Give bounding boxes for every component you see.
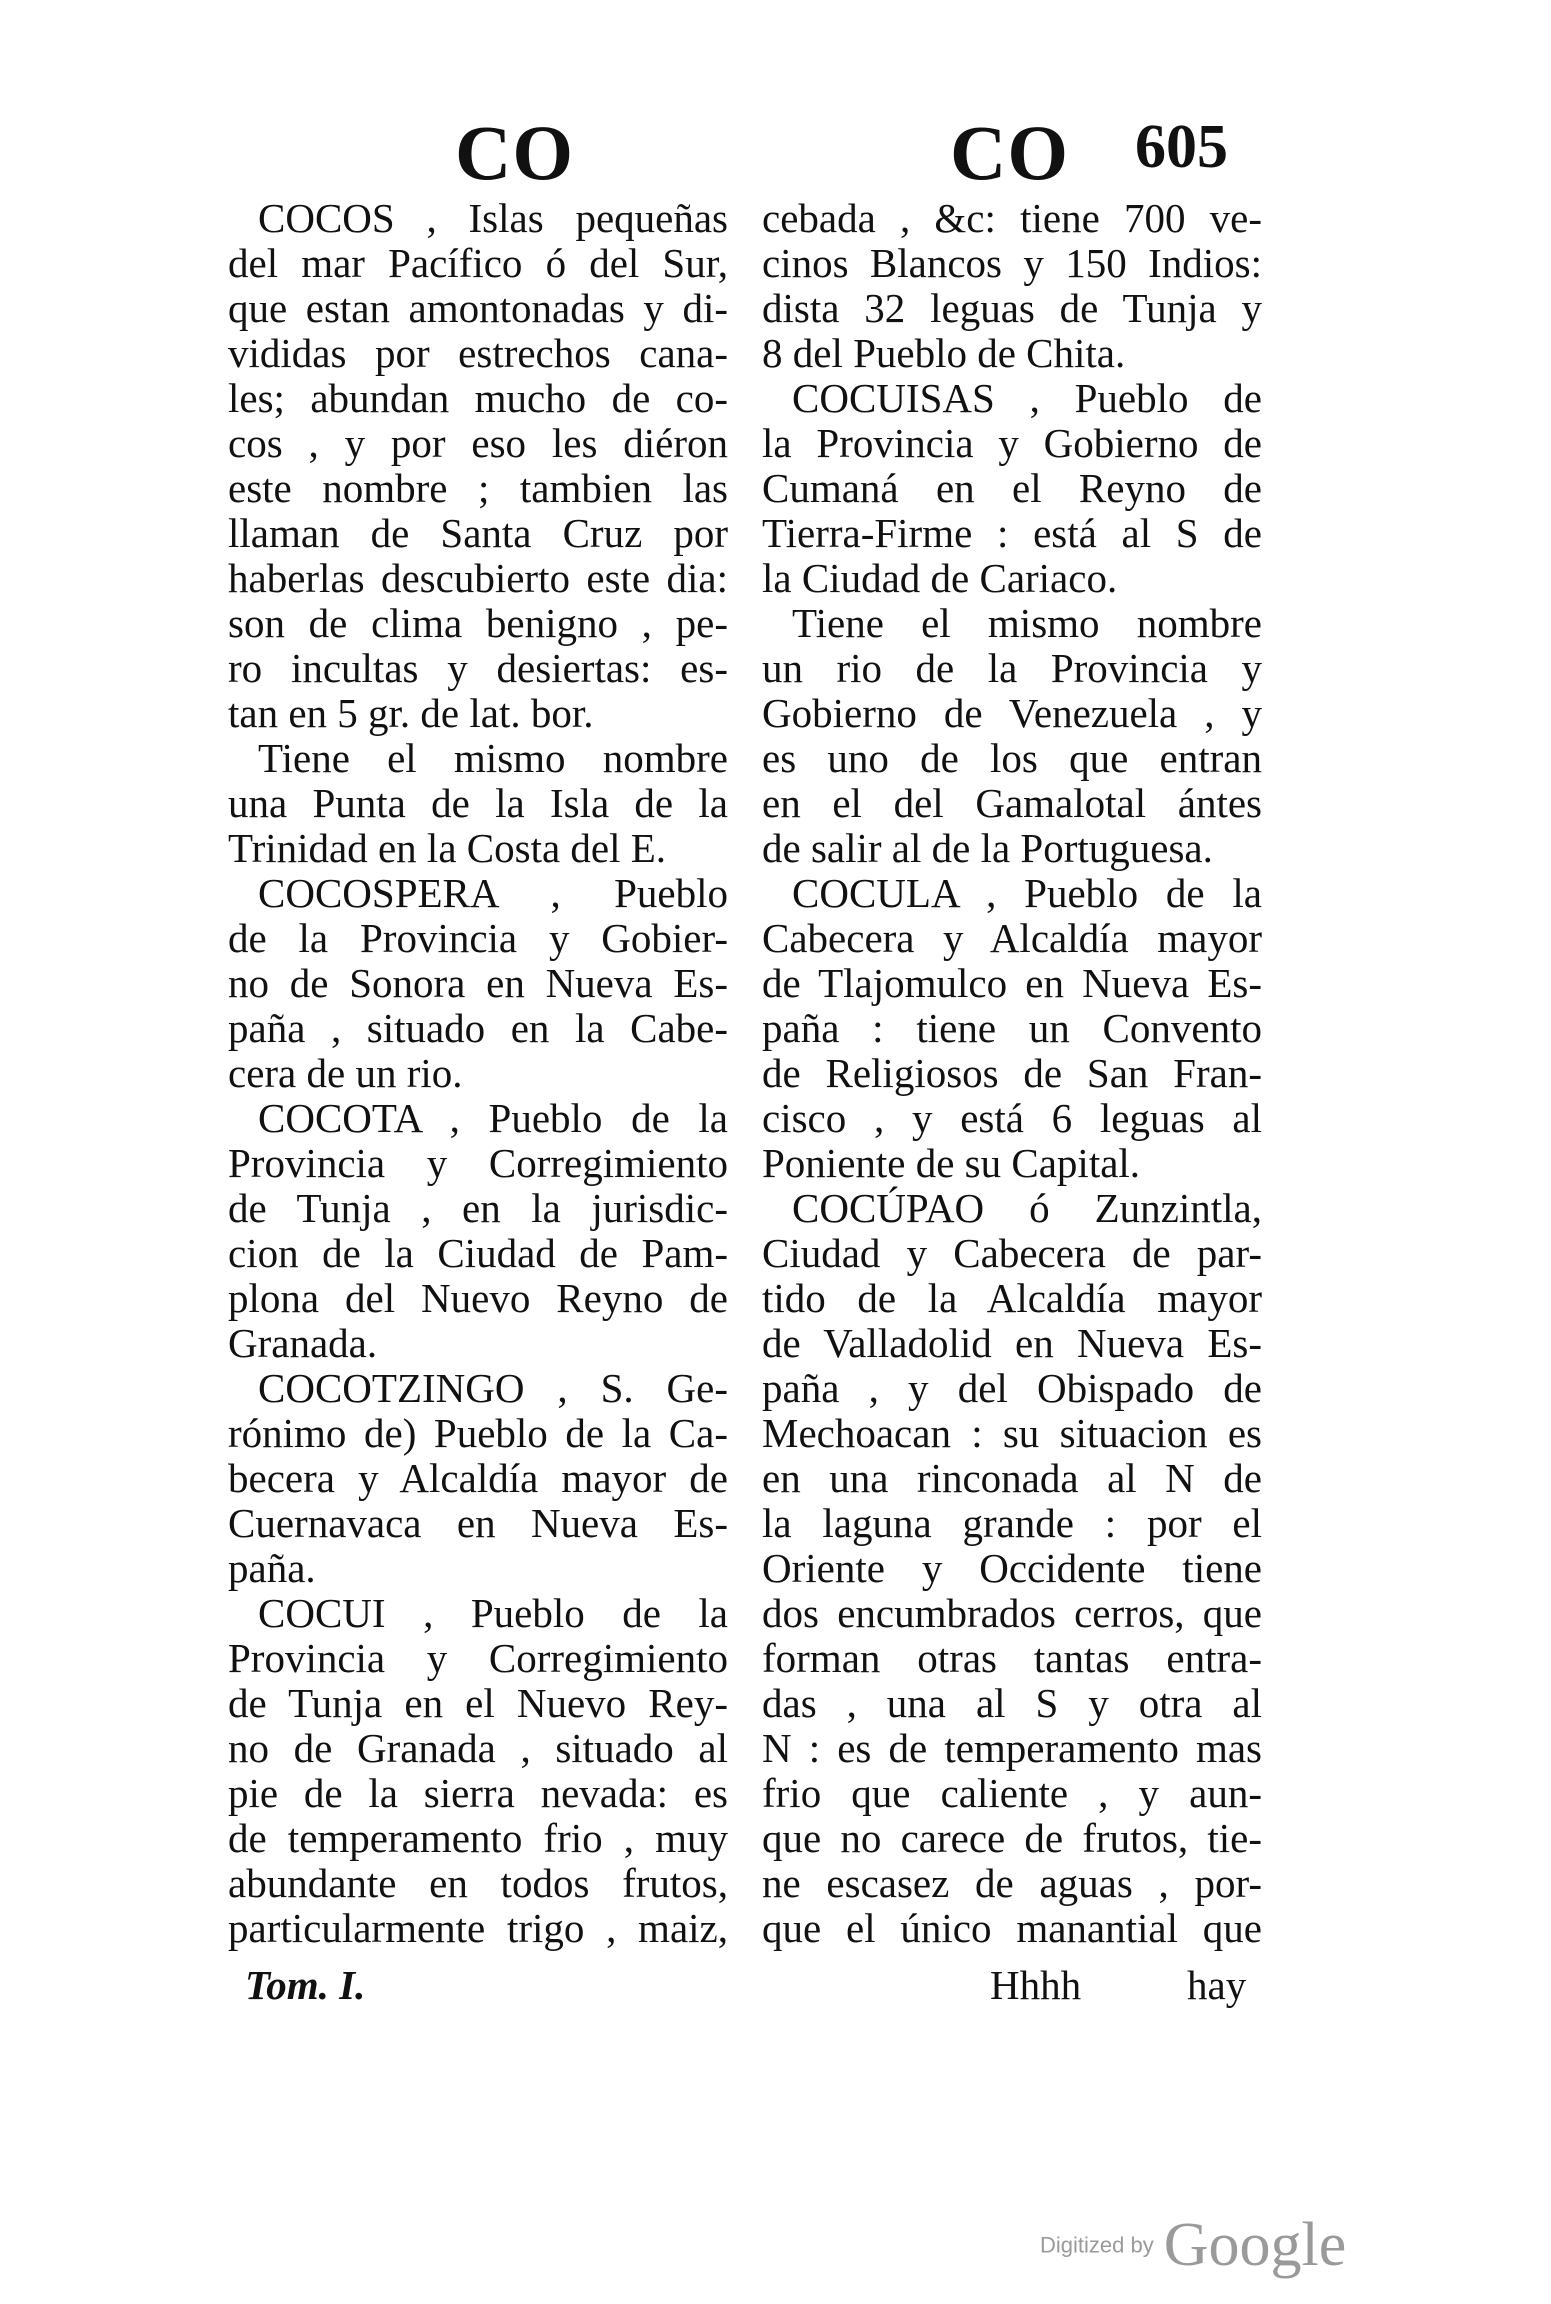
left-column-line: este nombre ; tambien las [228,466,728,511]
running-head-left: CO [455,109,574,196]
left-column-line: abundante en todos frutos, [228,1861,728,1906]
left-column-line: no de Sonora en Nueva Es- [228,961,728,1006]
left-column-line: Provincia y Corregimiento [228,1141,728,1186]
left-column-line: Provincia y Corregimiento [228,1636,728,1681]
right-column-line: de Religiosos de San Fran- [762,1051,1262,1096]
right-column-line: Poniente de su Capital. [762,1141,1141,1186]
right-column-line: tido de la Alcaldía mayor [762,1276,1262,1321]
gathering-signature: Hhhh [990,1962,1082,2008]
right-column-line: Gobierno de Venezuela , y [762,691,1262,736]
right-column-line: dos encumbrados cerros, que [762,1591,1262,1636]
right-column-line: Mechoacan : su situacion es [762,1411,1262,1456]
left-column-line: ro incultas y desiertas: es- [228,646,728,691]
left-column-line: COCOTA , Pueblo de la [258,1096,728,1141]
right-column-line: la Provincia y Gobierno de [762,421,1262,466]
right-column-line: la laguna grande : por el [762,1501,1262,1546]
right-column-line: N : es de temperamento mas [762,1726,1262,1771]
digitization-watermark [1040,2210,1346,2281]
left-column-line: de temperamento frio , muy [228,1816,728,1861]
left-column-line: que estan amontonadas y di- [228,286,728,331]
left-column-line: Trinidad en la Costa del E. [228,826,667,871]
right-column-line: un rio de la Provincia y [762,646,1262,691]
right-column-line: Tiene el mismo nombre [792,601,1262,646]
page-number: 605 [1135,113,1228,181]
right-column-line: Cumaná en el Reyno de [762,466,1262,511]
left-column-line: paña. [228,1546,316,1591]
right-column-line: Cabecera y Alcaldía mayor [762,916,1262,961]
right-column-line: de Tlajomulco en Nueva Es- [762,961,1262,1006]
left-column-line: tan en 5 gr. de lat. bor. [228,691,594,736]
right-column-line: COCÚPAO ó Zunzintla, [792,1186,1262,1231]
left-column-line: paña , situado en la Cabe- [228,1006,728,1051]
right-column [762,196,1262,1951]
right-column-line: que no carece de frutos, tie- [762,1816,1262,1861]
right-column-line: COCUISAS , Pueblo de [792,376,1262,421]
right-column-line: cisco , y está 6 leguas al [762,1096,1262,1141]
right-column-line: 8 del Pueblo de Chita. [762,331,1126,376]
right-column-line: ne escasez de aguas , por- [762,1861,1262,1906]
left-column-line: del mar Pacífico ó del Sur, [228,241,728,286]
right-column-line: la Ciudad de Cariaco. [762,556,1118,601]
right-column-line: Tierra-Firme : está al S de [762,511,1262,556]
left-column-line: vididas por estrechos cana- [228,331,728,376]
left-column-line: una Punta de la Isla de la [228,781,728,826]
right-column-line: en el del Gamalotal ántes [762,781,1262,826]
watermark-brand: Google [1163,2211,1347,2279]
left-column-line: COCUI , Pueblo de la [258,1591,728,1636]
left-column-line: COCOS , Islas pequeñas [258,196,728,241]
left-column-line: haberlas descubierto este dia: [228,556,728,601]
left-column-line: COCOTZINGO , S. Ge- [258,1366,728,1411]
catchword: hay [1187,1962,1247,2008]
right-column-line: forman otras tantas entra- [762,1636,1262,1681]
right-column-line: dista 32 leguas de Tunja y [762,286,1262,331]
left-column-line: son de clima benigno , pe- [228,601,728,646]
left-column-line: no de Granada , situado al [228,1726,728,1771]
right-column-line: cinos Blancos y 150 Indios: [762,241,1262,286]
right-column-line: Ciudad y Cabecera de par- [762,1231,1262,1276]
right-column-line: de salir al de la Portuguesa. [762,826,1213,871]
right-column-line: en una rinconada al N de [762,1456,1262,1501]
left-column-line: COCOSPERA , Pueblo [258,871,728,916]
watermark-prefix: Digitized by [1040,2232,1154,2258]
right-column-line: paña : tiene un Convento [762,1006,1262,1051]
volume-signature: Tom. I. [245,1962,366,2008]
left-column-line: de Tunja , en la jurisdic- [228,1186,728,1231]
right-column-line: das , una al S y otra al [762,1681,1262,1726]
left-column-line: les; abundan mucho de co- [228,376,728,421]
left-column-line: de Tunja en el Nuevo Rey- [228,1681,728,1726]
left-column-line: cera de un rio. [228,1051,463,1096]
left-column-line: pie de la sierra nevada: es [228,1771,728,1816]
left-column-line: rónimo de) Pueblo de la Ca- [228,1411,728,1456]
left-column-line: becera y Alcaldía mayor de [228,1456,728,1501]
left-column-line: llaman de Santa Cruz por [228,511,728,556]
right-column-line: frio que caliente , y aun- [762,1771,1262,1816]
running-head-right: CO [950,109,1069,196]
left-column-line: cos , y por eso les diéron [228,421,728,466]
left-column-line: cion de la Ciudad de Pam- [228,1231,728,1276]
right-column-line: paña , y del Obispado de [762,1366,1262,1411]
left-column-line: plona del Nuevo Reyno de [228,1276,728,1321]
left-column-line: Granada. [228,1321,378,1366]
left-column-line: particularmente trigo , maiz, [228,1906,728,1951]
right-column-line: COCULA , Pueblo de la [792,871,1262,916]
right-column-line: que el único manantial que [762,1906,1262,1951]
right-column-line: cebada , &c: tiene 700 ve- [762,196,1262,241]
left-column-line: Cuernavaca en Nueva Es- [228,1501,728,1546]
left-column-line: de la Provincia y Gobier- [228,916,728,961]
right-column-line: es uno de los que entran [762,736,1262,781]
left-column-line: Tiene el mismo nombre [258,736,728,781]
right-column-line: de Valladolid en Nueva Es- [762,1321,1262,1366]
right-column-line: Oriente y Occidente tiene [762,1546,1262,1591]
left-column [228,196,728,1951]
